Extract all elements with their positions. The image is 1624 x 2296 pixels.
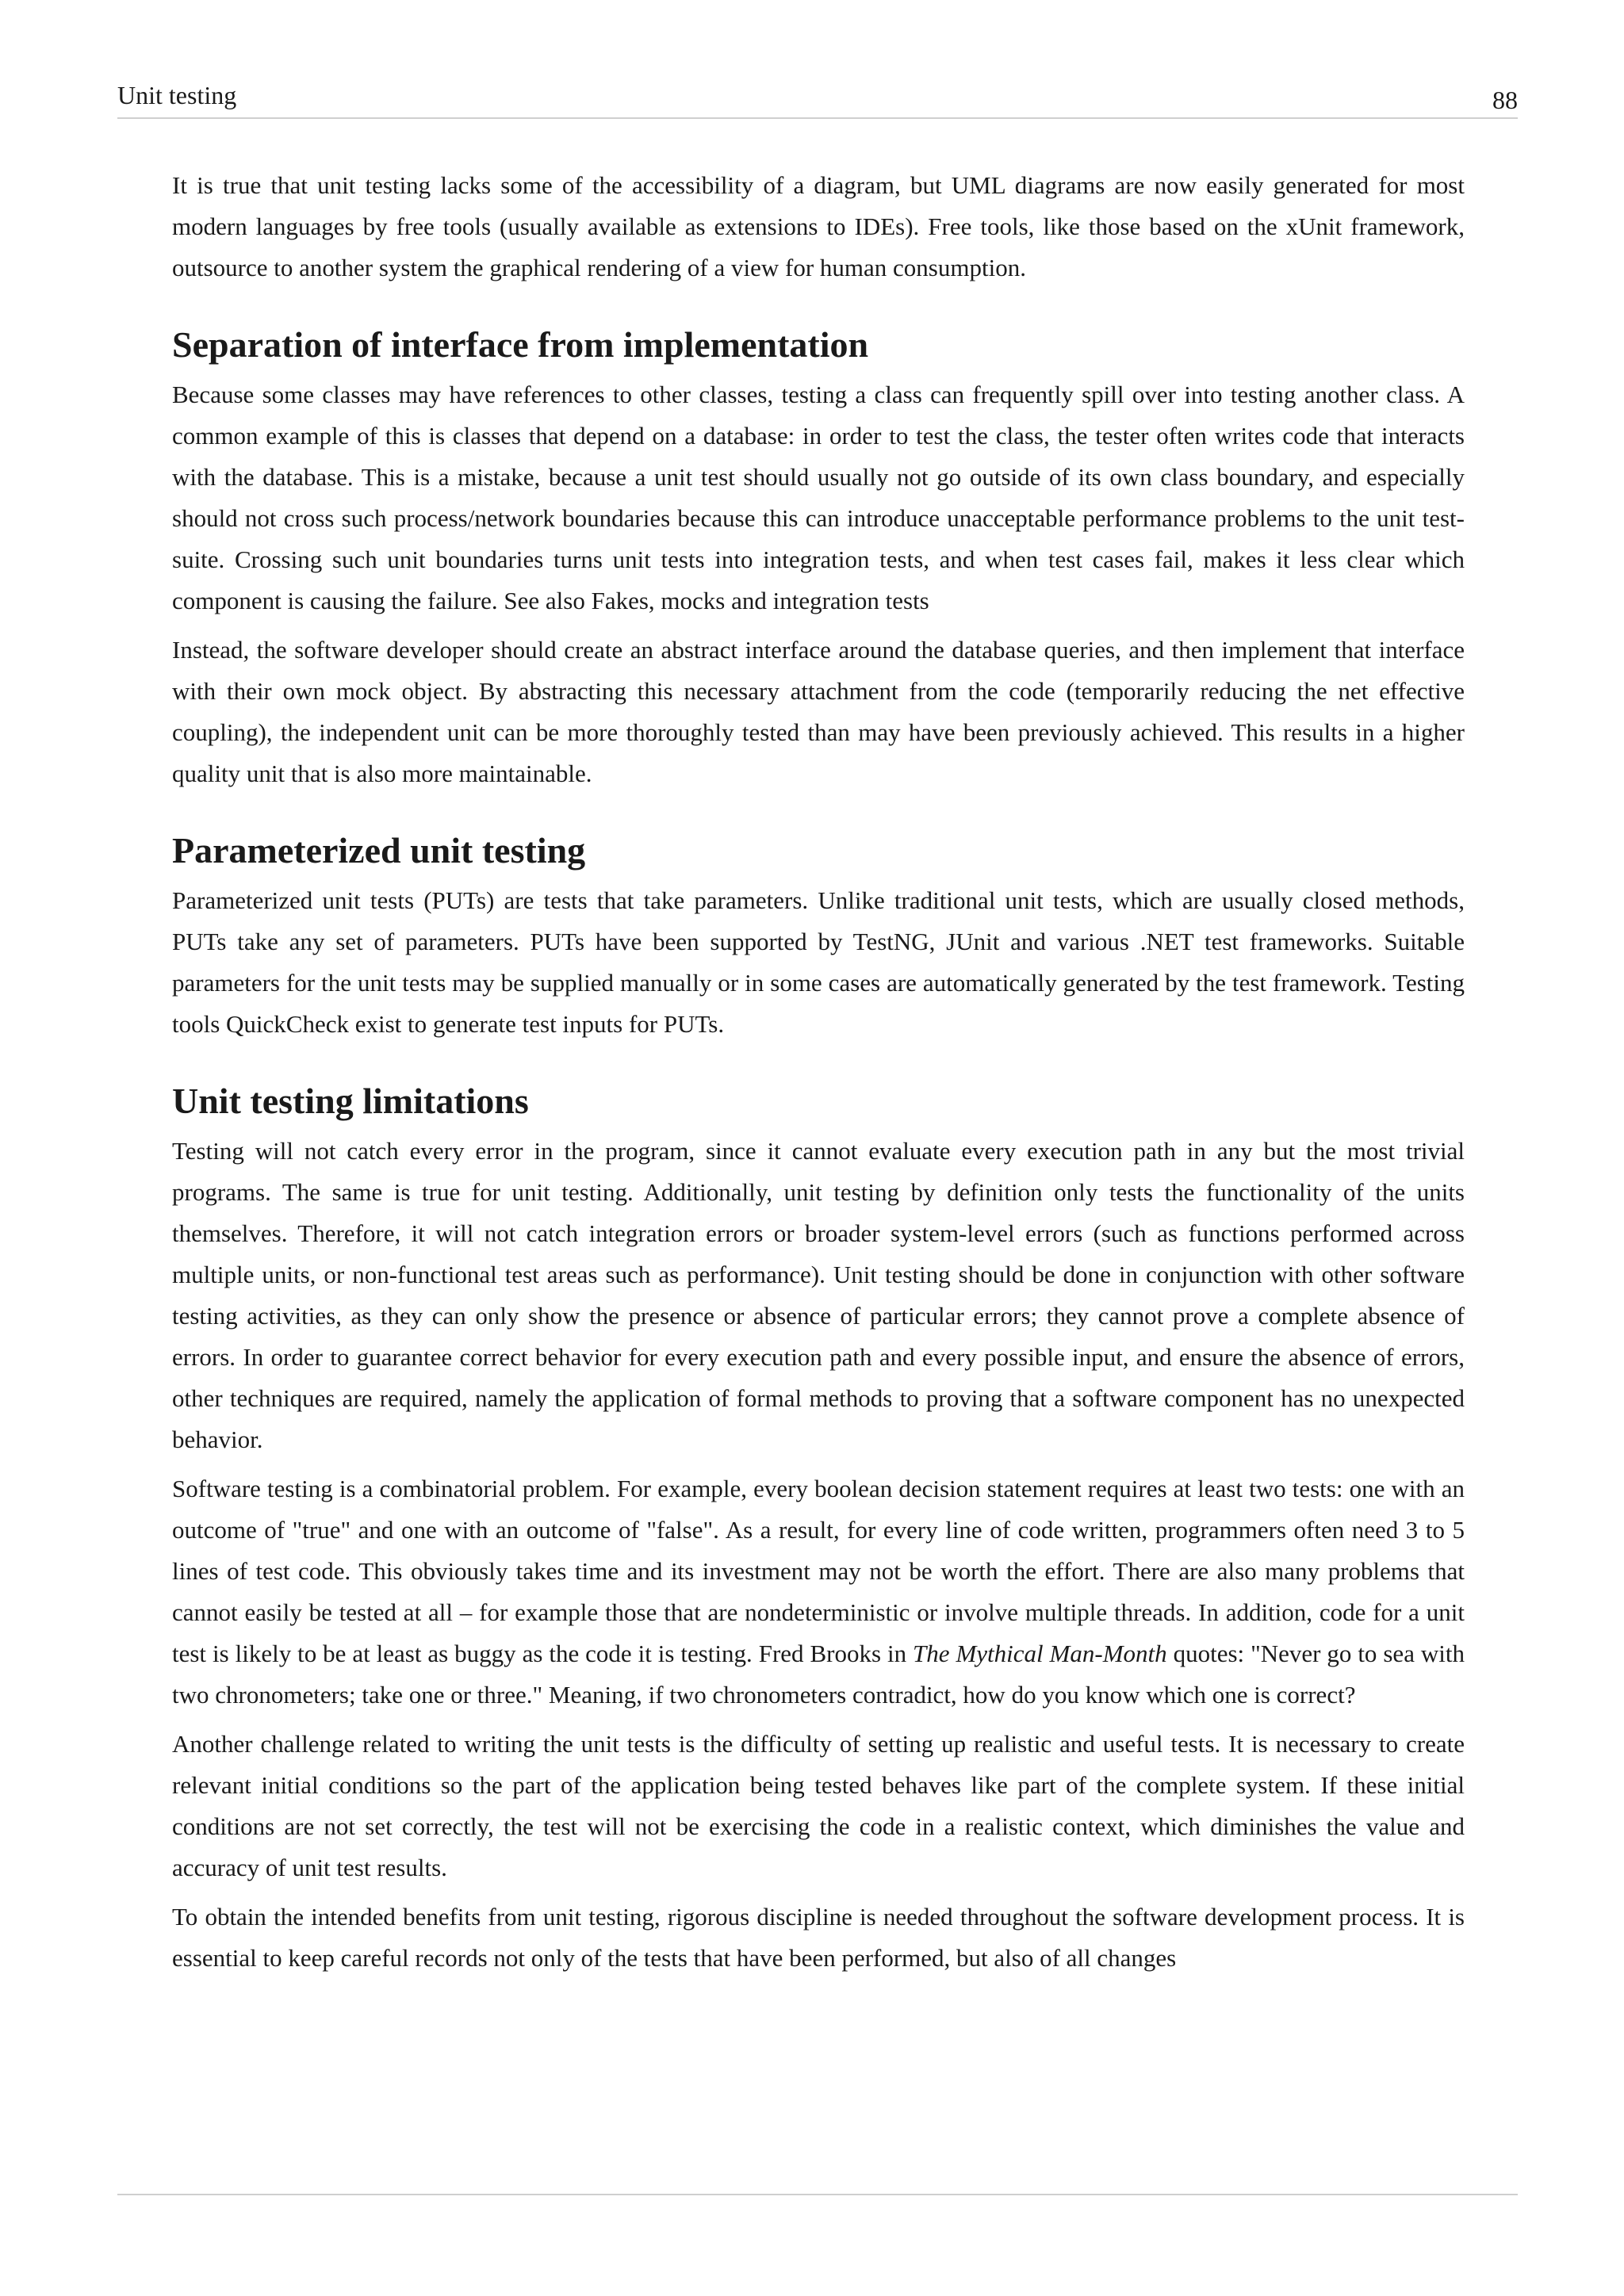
limitations-paragraph-1: Testing will not catch every error in the program, since it cannot evaluate every execution path in any but the most trivial programs. The same is true for unit testing. Additionally, unit testing by definition only tests the functionality of the units themselves. Therefore, it will not catch integration errors or broader system-level errors (such as functions performed across multiple units, or non-functional test areas such as performance). Unit testing should be done in conjunction with other software testing activities, as they can only show the presence or absence of particular errors; they cannot prove a complete absence of errors. In order to guarantee correct behavior for every execution path and every possible input, and ensure the absence of errors, other techniques are required, namely the application of formal methods to proving that a software component has no unexpected behavior.: [172, 1137, 1465, 1453]
intro-paragraph: It is true that unit testing lacks some of the accessibility of a diagram, but UML diagrams are now easily generated for most modern languages by free tools (usually available as extensions to IDEs). Free tools, like those based on the xUnit framework, outsource to another system the graphical rendering of a view for human consumption.: [172, 171, 1465, 281]
limitations-paragraph-4: To obtain the intended benefits from unit testing, rigorous discipline is needed throughout the software development process. It is essential to keep careful records not only of the tests that have been performed, but also of all changes: [172, 1903, 1465, 1972]
separation-paragraph-1: Because some classes may have references to other classes, testing a class can frequently spill over into testing another class. A common example of this is classes that depend on a database: in order to test the class, the tester often writes code that interacts with the database. This is a mistake, because a unit test should usually not go outside of its own class boundary, and especially should not cross such process/network boundaries because this can introduce unacceptable performance problems to the unit test-suite. Crossing such unit boundaries turns unit tests into integration tests, and when test cases fail, makes it less clear which component is causing the failure. See also Fakes, mocks and integration tests: [172, 381, 1465, 614]
limitations-paragraph-2: [172, 1468, 1465, 1716]
header-title: Unit testing: [117, 81, 237, 109]
parameterized-paragraph-1: Parameterized unit tests (PUTs) are tests that take parameters. Unlike traditional unit tests, which are usually closed methods, PUTs take any set of parameters. PUTs have been supported by TestNG, JUnit and various .NET test frameworks. Suitable parameters for the unit tests may be supplied manually or in some cases are automatically generated by the test framework. Testing tools QuickCheck exist to generate test inputs for PUTs.: [172, 886, 1465, 1038]
limitations-paragraph-2-part-a: Software testing is a combinatorial problem. For example, every boolean decision statement requires at least two tests: one with an outcome of "true" and one with an outcome of "false". As a result, for every line of code written, programmers often need 3 to 5 lines of test code. This obviously takes time and its investment may not be worth the effort. There are also many problems that cannot easily be tested at all – for example those that are nondeterministic or involve multiple threads. In addition, code for a unit test is likely to be at least as buggy as the code it is testing. Fred Brooks in: [172, 1475, 1465, 1667]
section-heading-limitations: Unit testing limitations: [172, 1081, 529, 1121]
section-heading-parameterized: Parameterized unit testing: [172, 830, 586, 871]
article-body: [172, 165, 1465, 1987]
footer-rule: [117, 2194, 1518, 2195]
section-heading-separation: Separation of interface from implementation: [172, 324, 869, 365]
book-title: The Mythical Man-Month: [913, 1640, 1167, 1667]
separation-paragraph-2: Instead, the software developer should create an abstract interface around the database queries, and then implement that interface with their own mock object. By abstracting this necessary attachment from the code (temporarily reducing the net effective coupling), the independent unit can be more thoroughly tested than may have been previously achieved. This results in a higher quality unit that is also more maintainable.: [172, 636, 1465, 787]
page-number: 88: [1492, 86, 1518, 114]
limitations-paragraph-3: Another challenge related to writing the unit tests is the difficulty of setting up realistic and useful tests. It is necessary to create relevant initial conditions so the part of the application being tested behaves like part of the complete system. If these initial conditions are not set correctly, the test will not be exercising the code in a realistic context, which diminishes the value and accuracy of unit test results.: [172, 1730, 1465, 1881]
running-header: [117, 79, 1518, 119]
limitations-paragraph-2-part-b: quotes: "Never go to sea with two chronometers; take one or three." Meaning, if two chronometers contradict, how do you know which one is correct?: [172, 1640, 1465, 1709]
